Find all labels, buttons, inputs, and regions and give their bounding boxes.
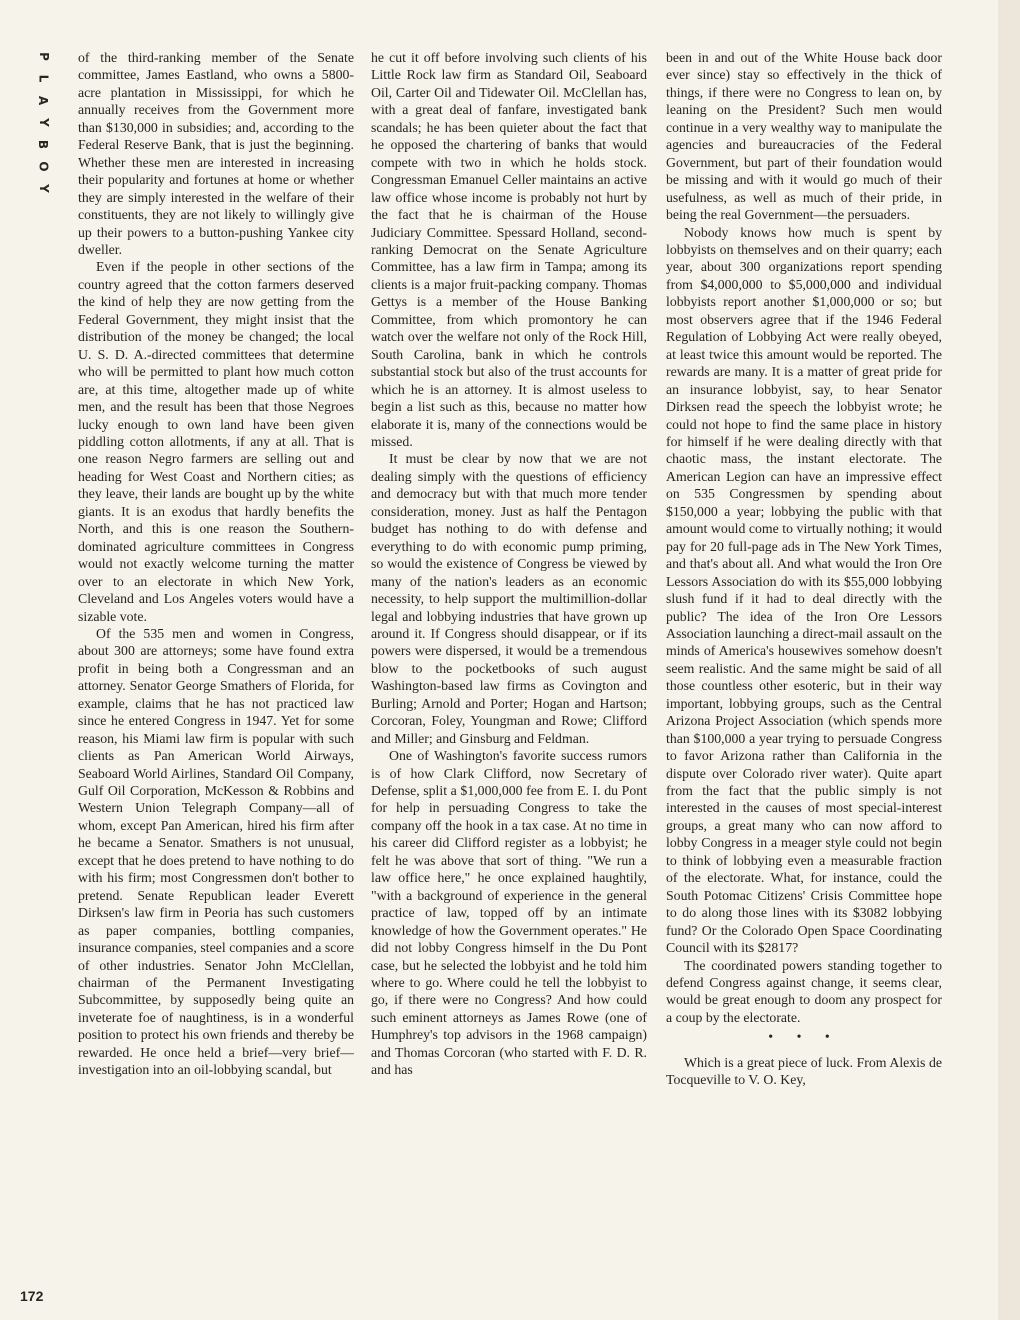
- paragraph: Even if the people in other sections of the country agreed that the cotton farmers deserved the kind of help they are now getting from the Federal Government, they might insist that the distribution of the money be changed; the local U. S. D. A.-directed committees that determine who will be permitted to plant how much cotton are, at this time, altogether made up of white men, and the result has been that those Negroes lucky enough to own land have been given piddling cotton allotments, if any at all. That is one reason Negro farmers are selling out and heading for West Coast and Northern cities; as they leave, their lands are bought up by the white giants. It is an exodus that hardly benefits the North, and this is one reason the Southern-dominated agriculture committees in Congress would not exactly welcome turning the matter over to an electorate in which New York, Cleveland and Los Angeles voters would have a sizable vote.: [78, 259, 354, 624]
- sidebar-letter: A: [36, 95, 51, 106]
- magazine-name-vertical: [34, 48, 52, 197]
- sidebar-letter: O: [36, 161, 51, 172]
- paragraph: One of Washington's favorite success rumors is of how Clark Clifford, now Secretary of Defense, split a $1,000,000 fee from E. I. du Pont for help in persuading Congress to take the company off the hook in a tax case. At no time in his career did Clifford register as a lobbyist; he felt he was above that sort of thing. "We run a law office here," he once explained haughtily, "with a background of experience in the general practice of law, topped off by an intimate knowledge of how the Government operates." He did not lobby Congress himself in the Du Pont case, but he selected the lobbyist and he told him where to go. Where could he tell the lobbyist to go, if there were no Congress? And how could such eminent attorneys as James Rowe (one of Humphrey's top advisors in the 1968 campaign) and Thomas Corcoran (who started with F. D. R. and has: [371, 748, 647, 1078]
- page-number: 172: [20, 1288, 44, 1304]
- article-column-3: [666, 49, 942, 1311]
- page-edge: [998, 0, 1020, 1320]
- sidebar-letter: Y: [36, 118, 51, 127]
- paragraph: Of the 535 men and women in Congress, about 300 are attorneys; some have found extra profit in being both a Congressman and an attorney. Senator George Smathers of Florida, for example, claims that he has not practiced law since he entered Congress in 1947. Yet for some reason, his Miami law firm is popular with such clients as Pan American World Airways, Seaboard World Airlines, Standard Oil Company, Gulf Oil Corporation, McKesson & Robbins and Western Union Telegraph Company—all of whom, except Pan American, hired his firm after he became a Senator. Smathers is not unusual, except that he does pretend to have nothing to do with his firm; most Congressmen don't bother to pretend. Senate Republican leader Everett Dirksen's law firm in Peoria has such customers as paper companies, bottling companies, insurance companies, steel companies and a score of other industries. Senator John McClellan, chairman of the Permanent Investigating Subcommittee, by supposedly being quite an inveterate foe of naughtiness, is in a wonderful position to protect his own friends and thereby be rewarded. He once held a brief—very brief—investigation into an oil-lobbying scandal, but: [78, 625, 354, 1078]
- paragraph: The coordinated powers standing together to defend Congress against change, it seems clear, would be great enough to doom any prospect for a coup by the electorate.: [666, 957, 942, 1025]
- sidebar-letter: Y: [36, 184, 51, 193]
- paragraph: been in and out of the White House back door ever since) stay so effectively in the thick of things, if there were no Congress to lean on, by leaning on the President? Such men would continue in a very wealthy way to manipulate the agencies and bureaucracies of the Federal Government, but part of their foundation would be missing and with it would go much of their usefulness, as well as much of their pride, in being the real Government—the persuaders.: [666, 50, 942, 223]
- paragraph: of the third-ranking member of the Senate committee, James Eastland, who owns a 5800-acre plantation in Mississippi, for which he annually receives from the Government more than $130,000 in subsidies; and, according to the Federal Reserve Bank, that is just the beginning. Whether these men are interested in increasing their popularity and fortunes at home or whether they are simply interested in the welfare of their constituents, they are not likely to willingly give up their powers to a button-pushing Yankee city dweller.: [78, 50, 354, 257]
- paragraph: he cut it off before involving such clients of his Little Rock law firm as Standard Oil, Seaboard Oil, Carter Oil and Tidewater Oil. McClellan has, with a great deal of fanfare, investigated bank scandals; he has been quieter about the fact that he opposed the chartering of banks that would compete with two in which he holds stock. Congressman Emanuel Celler maintains an active law office whose income is probably not hurt by the fact that he is chairman of the House Judiciary Committee. Spessard Holland, second-ranking Democrat on the Senate Agriculture Committee, has a law firm in Tampa; among its clients is a major fruit-packing company. Thomas Gettys is a member of the House Banking Committee, from which promontory he can watch over the welfare not only of the Rock Hill, South Carolina, bank in which he controls substantial stock but also of the trust accounts for which he is an attorney. It is almost useless to begin a list such as this, because no matter how elaborate it is, many of the connections would be missed.: [371, 50, 647, 449]
- sidebar-letter: P: [36, 52, 51, 61]
- article-column-1: [78, 49, 354, 1311]
- sidebar-letter: L: [36, 74, 51, 83]
- paragraph: Which is a great piece of luck. From Alexis de Tocqueville to V. O. Key,: [666, 1054, 942, 1088]
- paragraph: Nobody knows how much is spent by lobbyists on themselves and on their quarry; each year, about 300 organizations report spending from $4,000,000 to $5,000,000 and individual lobbyists report another $1,000,000 or so; but most observers agree that if the 1946 Federal Regulation of Lobbying Act were really obeyed, at least twice this amount would be reported. The rewards are many. It is a matter of great pride for an insurance lobbyist, say, to hear Senator Dirksen read the speech the lobbyist wrote; he could not hope to find the same place in history for himself if he were dealing directly with that chaotic mass, the instant electorate. The American Legion can have an impressive effect on 535 Congressmen by spending about $150,000 a year; lobbying the public with that amount would come to virtually nothing; it would pay for 20 full-page ads in The New York Times, and that's about all. And what would the Iron Ore Lessors Association do with its $55,000 lobbying slush fund if it had to deal directly with the public? The idea of the Iron Ore Lessors Association launching a direct-mail assault on the minds of America's housewives somehow doesn't seem realistic. And the same might be said of all those countless other esoteric, but in their way important, lobbying groups, such as the Central Arizona Project Association (which spends more than $100,000 a year trying to persuade Congress to favor Arizona rather than California in the dispute over Colorado river water). Quite apart from the fact that the public simply is not interested in the causes of most special-interest groups, a great many who can now afford to lobby Congress in a meager style could not begin to think of lobbying even a measurable fraction of the electorate. What, for instance, could the South Potomac Citizens' Crisis Committee hope to do along those lines with its $3082 lobbying fund? Or the Colorado Open Space Coordinating Council with its $2817?: [666, 224, 942, 956]
- sidebar-letter: B: [36, 139, 51, 150]
- article-column-2: [371, 49, 647, 1311]
- paragraph: It must be clear by now that we are not dealing simply with the questions of efficiency and democracy but with that much more tender consideration, money. Just as half the Pentagon budget has nothing to do with defense and everything to do with economic pump priming, so would the existence of Congress be viewed by many of the nation's leaders as an economic necessity, to help support the multimillion-dollar legal and lobbying industries that have grown up around it. If Congress should disappear, or if its powers were dispersed, it would be a tremendous blow to the pocketbooks of such august Washington-based law firms as Covington and Burling; Arnold and Porter; Hogan and Hartson; Corcoran, Foley, Youngman and Rowe; Clifford and Miller; and Ginsburg and Feldman.: [371, 451, 647, 746]
- section-separator: • • •: [768, 1029, 840, 1045]
